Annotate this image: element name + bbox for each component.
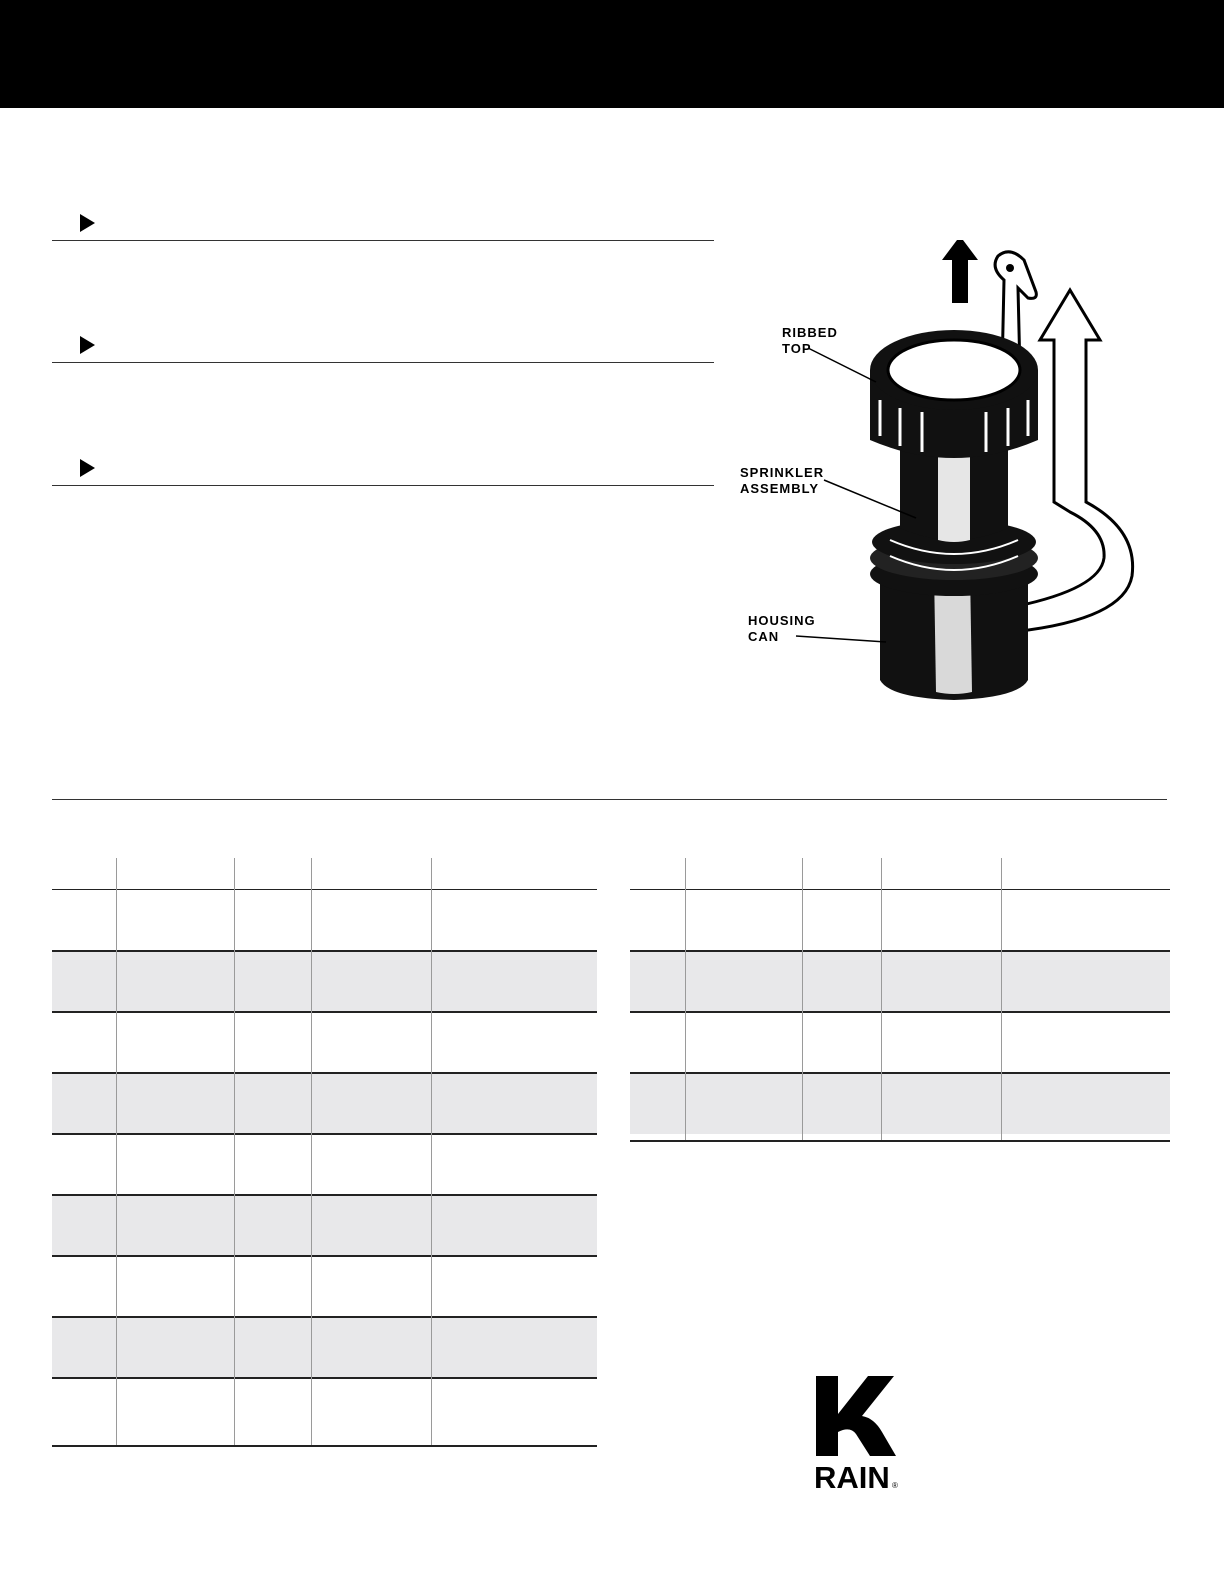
table-row xyxy=(630,950,1170,1012)
callout-housing-can-line2: CAN xyxy=(748,629,780,644)
table-row xyxy=(630,889,1170,949)
section-heading-1 xyxy=(52,210,714,241)
column-divider xyxy=(802,858,803,1140)
left-performance-table xyxy=(52,858,597,1447)
table-row xyxy=(52,1316,597,1378)
callout-sprinkler-assembly-line2: ASSEMBLY xyxy=(740,481,820,496)
header-bar xyxy=(0,0,1224,108)
table-row xyxy=(52,1133,597,1195)
table-row xyxy=(630,1072,1170,1134)
table-header xyxy=(630,858,1170,890)
table-row xyxy=(52,1011,597,1073)
registered-mark: ® xyxy=(892,1481,898,1490)
column-divider xyxy=(311,858,312,1445)
section-divider xyxy=(52,799,1167,800)
sprinkler-diagram-illustration xyxy=(740,240,1160,720)
table-row xyxy=(52,889,597,949)
right-performance-table xyxy=(630,858,1170,1142)
k-rain-logo-mark xyxy=(814,1374,900,1494)
k-rain-logo xyxy=(814,1374,900,1494)
column-divider xyxy=(234,858,235,1445)
callout-sprinkler-assembly-line1: SPRINKLER xyxy=(740,465,825,480)
table-row xyxy=(52,1377,597,1439)
triangle-bullet-icon xyxy=(80,214,95,232)
callout-ribbed-top-line2: TOP xyxy=(782,341,812,356)
sprinkler-removal-diagram xyxy=(740,240,1160,720)
table-row xyxy=(630,1011,1170,1073)
column-divider xyxy=(431,858,432,1445)
table-row xyxy=(52,1072,597,1134)
column-divider xyxy=(685,858,686,1140)
table-row xyxy=(52,950,597,1012)
triangle-bullet-icon xyxy=(80,336,95,354)
column-divider xyxy=(116,858,117,1445)
section-heading-3 xyxy=(52,455,714,486)
table-row xyxy=(52,1255,597,1317)
lift-arrow-icon xyxy=(942,240,978,303)
callout-ribbed-top-line1: RIBBED xyxy=(782,325,838,340)
section-heading-2 xyxy=(52,332,714,363)
column-divider xyxy=(881,858,882,1140)
callout-housing-can-line1: HOUSING xyxy=(748,613,816,628)
table-header xyxy=(52,858,597,890)
table-row xyxy=(52,1194,597,1256)
column-divider xyxy=(1001,858,1002,1140)
triangle-bullet-icon xyxy=(80,459,95,477)
logo-wordmark: RAIN xyxy=(814,1460,890,1494)
